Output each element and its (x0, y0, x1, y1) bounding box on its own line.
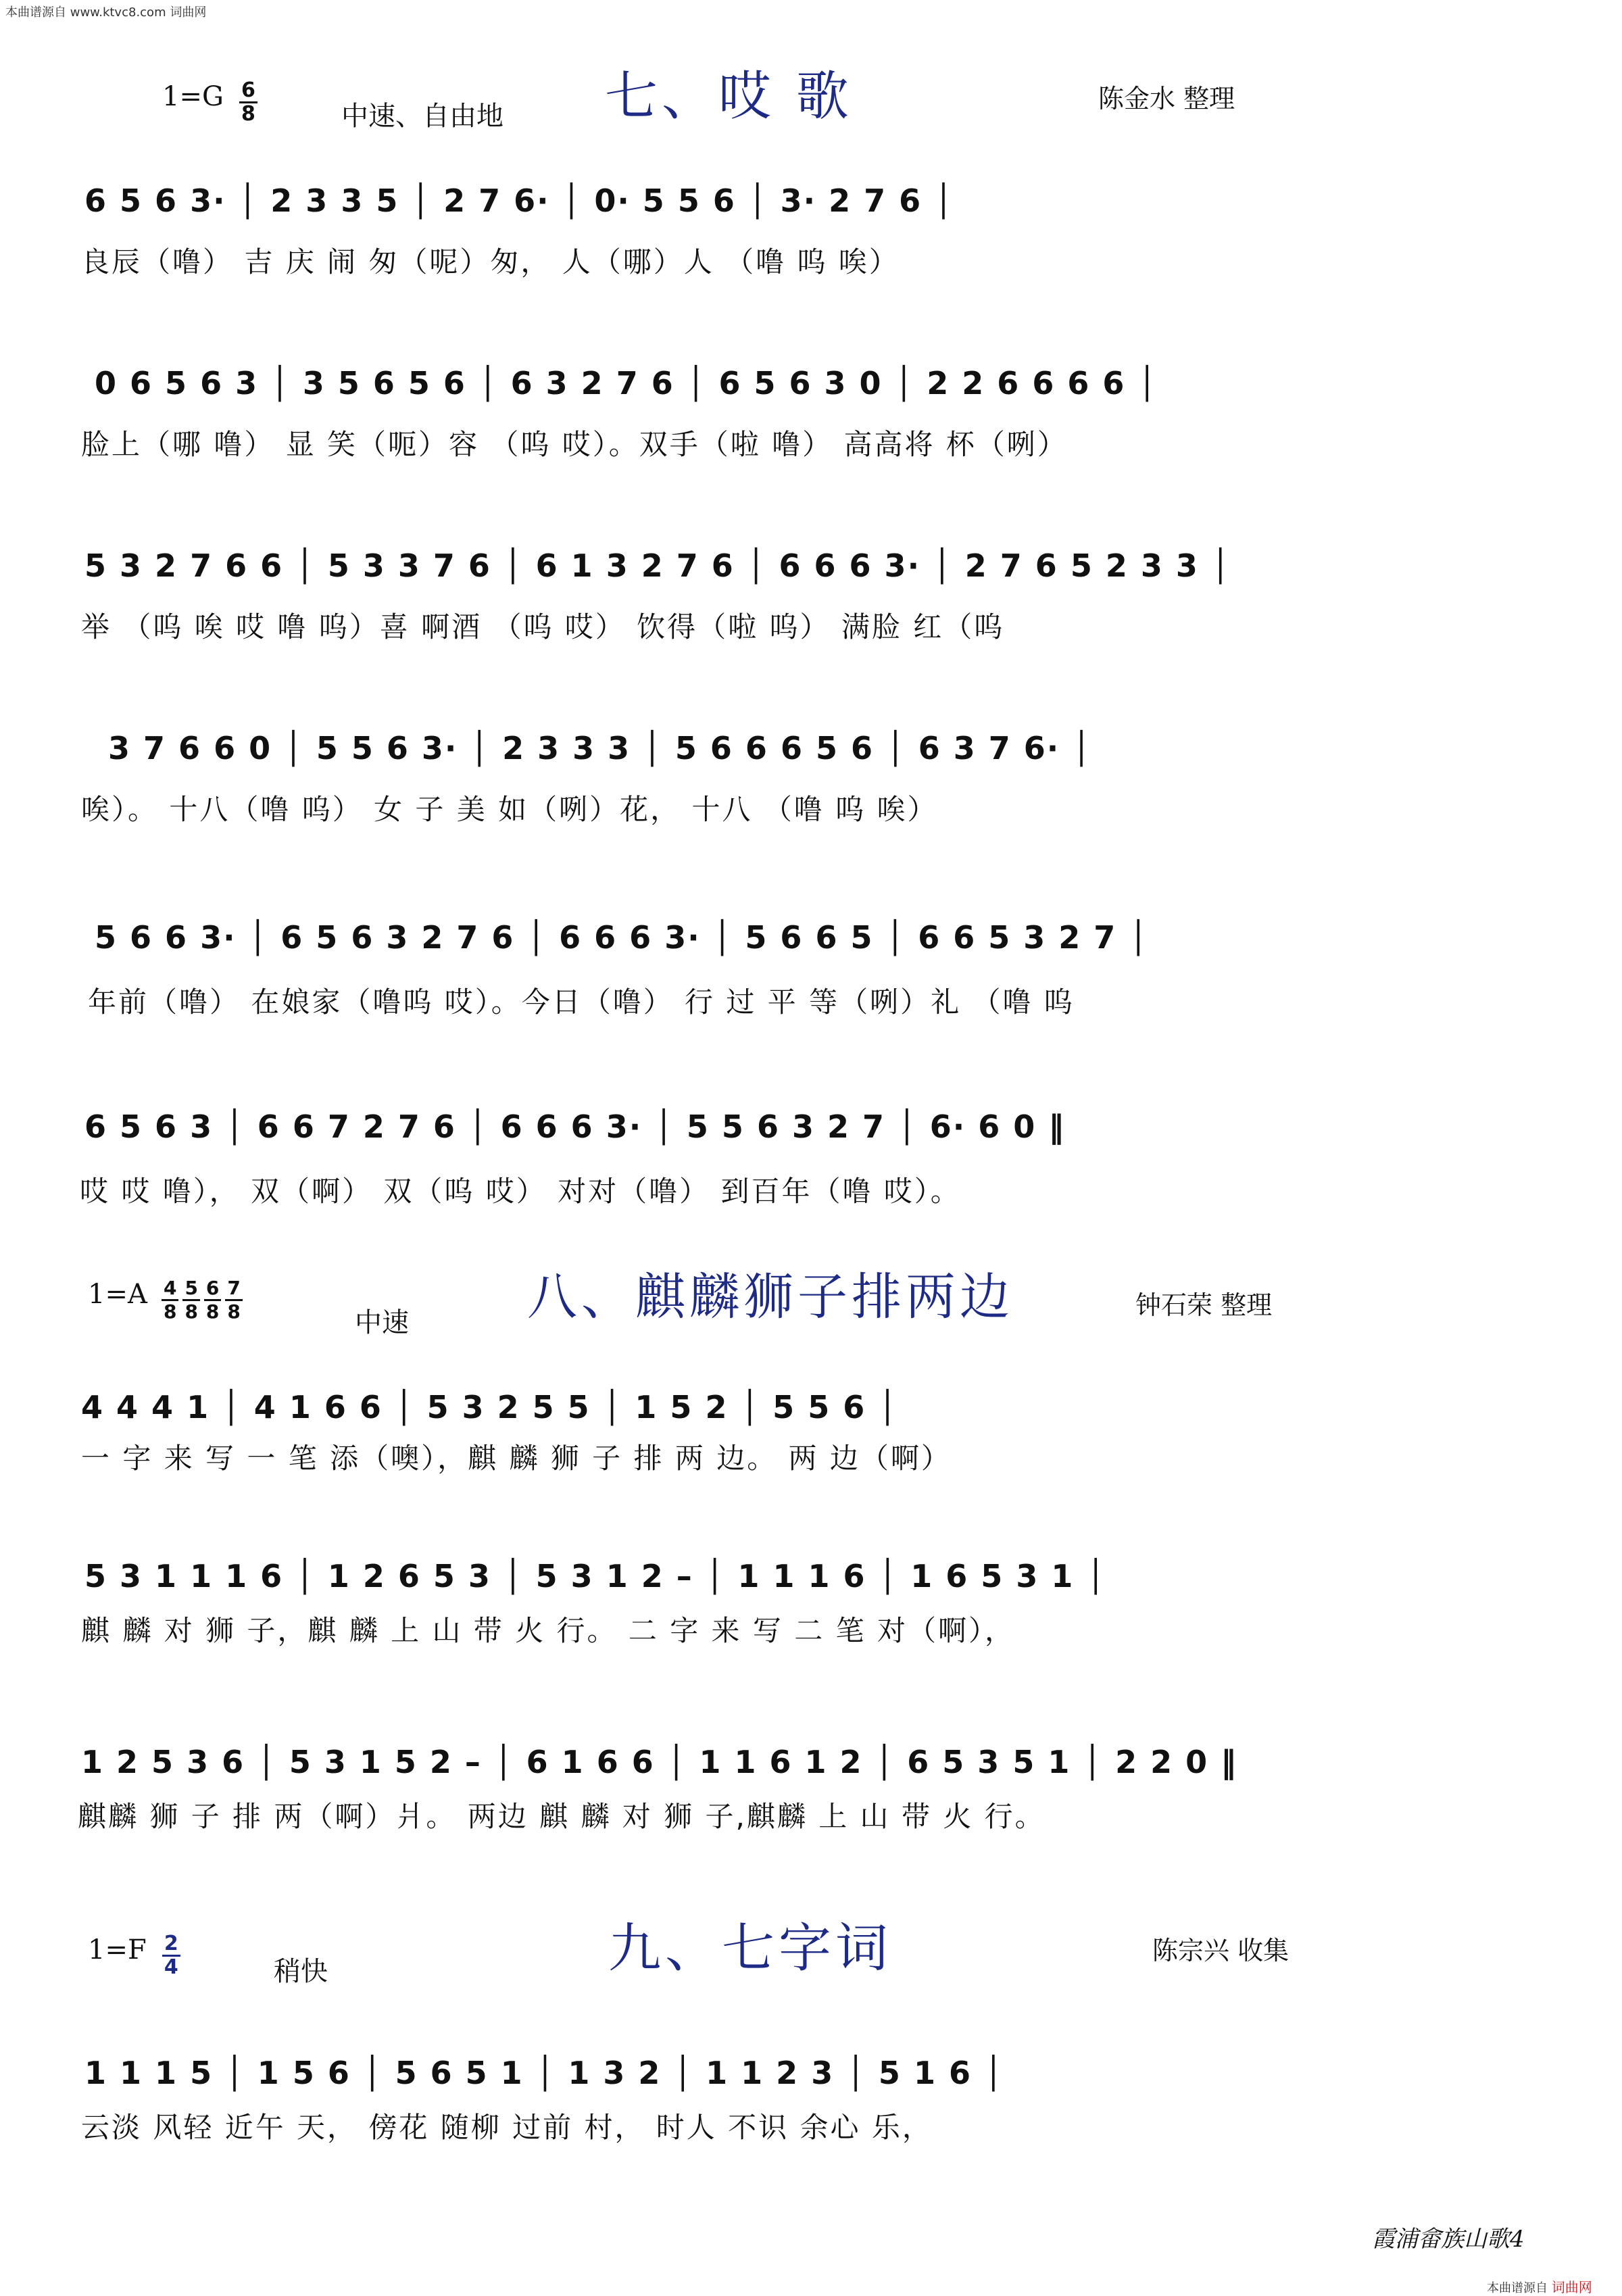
song-8-time-signatures: $\frac{4}{8}$ $\frac{5}{8}$ $\frac{6}{8}$ $\frac{7}{8}$ (157, 1277, 243, 1323)
notation: 4 4 4 1 │ 4 1 6 6 │ 5 3 2 5 5 │ 1 5 2 │ 5 5 6 │ (81, 1389, 898, 1425)
song-7-title: 七、哎 歌 (605, 66, 853, 127)
notation: 5 6 6 3· │ 6 5 6 3 2 7 6 │ 6 6 6 3· │ 5 6 6 5 │ 6 6 5 3 2 7 │ (95, 919, 1150, 956)
song-9-title: 九、七字词 (608, 1918, 893, 1979)
song-8-tempo: 中速 (355, 1307, 409, 1338)
notation: 5 3 2 7 6 6 │ 5 3 3 7 6 │ 6 1 3 2 7 6 │ 6 6 6 3· │ 2 7 6 5 2 3 3 │ (84, 547, 1231, 584)
notation: 1 1 1 5 │ 1 5 6 │ 5 6 5 1 │ 1 3 2 │ 1 1 2 3 │ 5 1 6 │ (84, 2055, 1004, 2091)
song-7-credit: 陈金水 整理 (1098, 84, 1235, 114)
song-8-credit: 钟石荣 整理 (1135, 1290, 1273, 1320)
site-logo: 词曲网 (1551, 2279, 1592, 2295)
bottom-watermark: 本曲谱源自 词曲网 (1487, 2279, 1592, 2295)
lyrics: 唉）。 十八（噜 呜） 女 子 美 如（咧）花， 十八 （噜 呜 唉） (81, 793, 938, 826)
song-8-key-signature: 1=A $\frac{4}{8}$ $\frac{5}{8}$ $\frac{6}{8}$ $\frac{7}{8}$ (88, 1277, 243, 1323)
lyrics: 年前（噜） 在娘家（噜呜 哎）。今日（噜） 行 过 平 等（咧）礼 （噜 呜 (88, 985, 1075, 1019)
notation: 1 2 5 3 6 │ 5 3 1 5 2 – │ 6 1 6 6 │ 1 1 6 1 2 │ 6 5 3 5 1 │ 2 2 0 ‖ (81, 1744, 1238, 1780)
song-9-key-signature: 1=F $\frac{2}{4}$ (88, 1933, 180, 1978)
top-watermark: 本曲谱源自 www.ktvc8.com 词曲网 (5, 5, 207, 20)
lyrics: 脸上（哪 噜） 显 笑（呃）容 （呜 哎）。双手（啦 噜） 高高将 杯（咧） (81, 428, 1068, 461)
notation: 0 6 5 6 3 │ 3 5 6 5 6 │ 6 3 2 7 6 │ 6 5 6 3 0 │ 2 2 6 6 6 6 │ (95, 365, 1158, 401)
notation: 6 5 6 3 │ 6 6 7 2 7 6 │ 6 6 6 3· │ 5 5 6 3 2 7 │ 6· 6 0 ‖ (84, 1108, 1066, 1145)
lyrics: 麒麟 狮 子 排 两（啊）爿。 两边 麒 麟 对 狮 子,麒麟 上 山 带 火 行。 (78, 1800, 1046, 1833)
song-7-key-signature: 1=G $\frac{6}{8}$ (162, 80, 257, 125)
page-footer: 霞浦畲族山歌4 (1372, 2226, 1525, 2253)
lyrics: 举 （呜 唉 哎 噜 呜）喜 啊酒 （呜 哎） 饮得（啦 呜） 满脸 红（呜 (81, 610, 1005, 643)
lyrics: 一 字 来 写 一 笔 添（噢），麒 麟 狮 子 排 两 边。 两 边（啊） (81, 1442, 952, 1475)
lyrics: 云淡 风轻 近午 天， 傍花 随柳 过前 村， 时人 不识 余心 乐， (81, 2111, 933, 2144)
song-8-title: 八、麒麟狮子排两边 (527, 1268, 1014, 1326)
notation: 6 5 6 3· │ 2 3 3 5 │ 2 7 6· │ 0· 5 5 6 │ 3· 2 7 6 │ (84, 182, 954, 219)
lyrics: 良辰（噜） 吉 庆 闹 匆（呢）匆， 人（哪）人 （噜 呜 唉） (81, 245, 900, 278)
song-9-time-signature: $\frac{2}{4}$ (162, 1933, 180, 1978)
song-7-time-signature: $\frac{6}{8}$ (239, 80, 257, 125)
notation: 5 3 1 1 1 6 │ 1 2 6 5 3 │ 5 3 1 2 – │ 1 1 1 6 │ 1 6 5 3 1 │ (84, 1558, 1107, 1594)
lyrics: 哎 哎 噜）， 双（啊） 双（呜 哎） 对对（噜） 到百年（噜 哎）。 (80, 1175, 961, 1208)
song-7-tempo: 中速、自由地 (341, 101, 503, 132)
notation: 3 7 6 6 0 │ 5 5 6 3· │ 2 3 3 3 │ 5 6 6 6 5 6 │ 6 3 7 6· │ (108, 730, 1092, 766)
lyrics: 麒 麟 对 狮 子，麒 麟 上 山 带 火 行。 二 字 来 写 二 笔 对（啊）， (81, 1614, 1015, 1647)
song-9-credit: 陈宗兴 收集 (1152, 1936, 1289, 1965)
song-9-tempo: 稍快 (274, 1956, 328, 1987)
